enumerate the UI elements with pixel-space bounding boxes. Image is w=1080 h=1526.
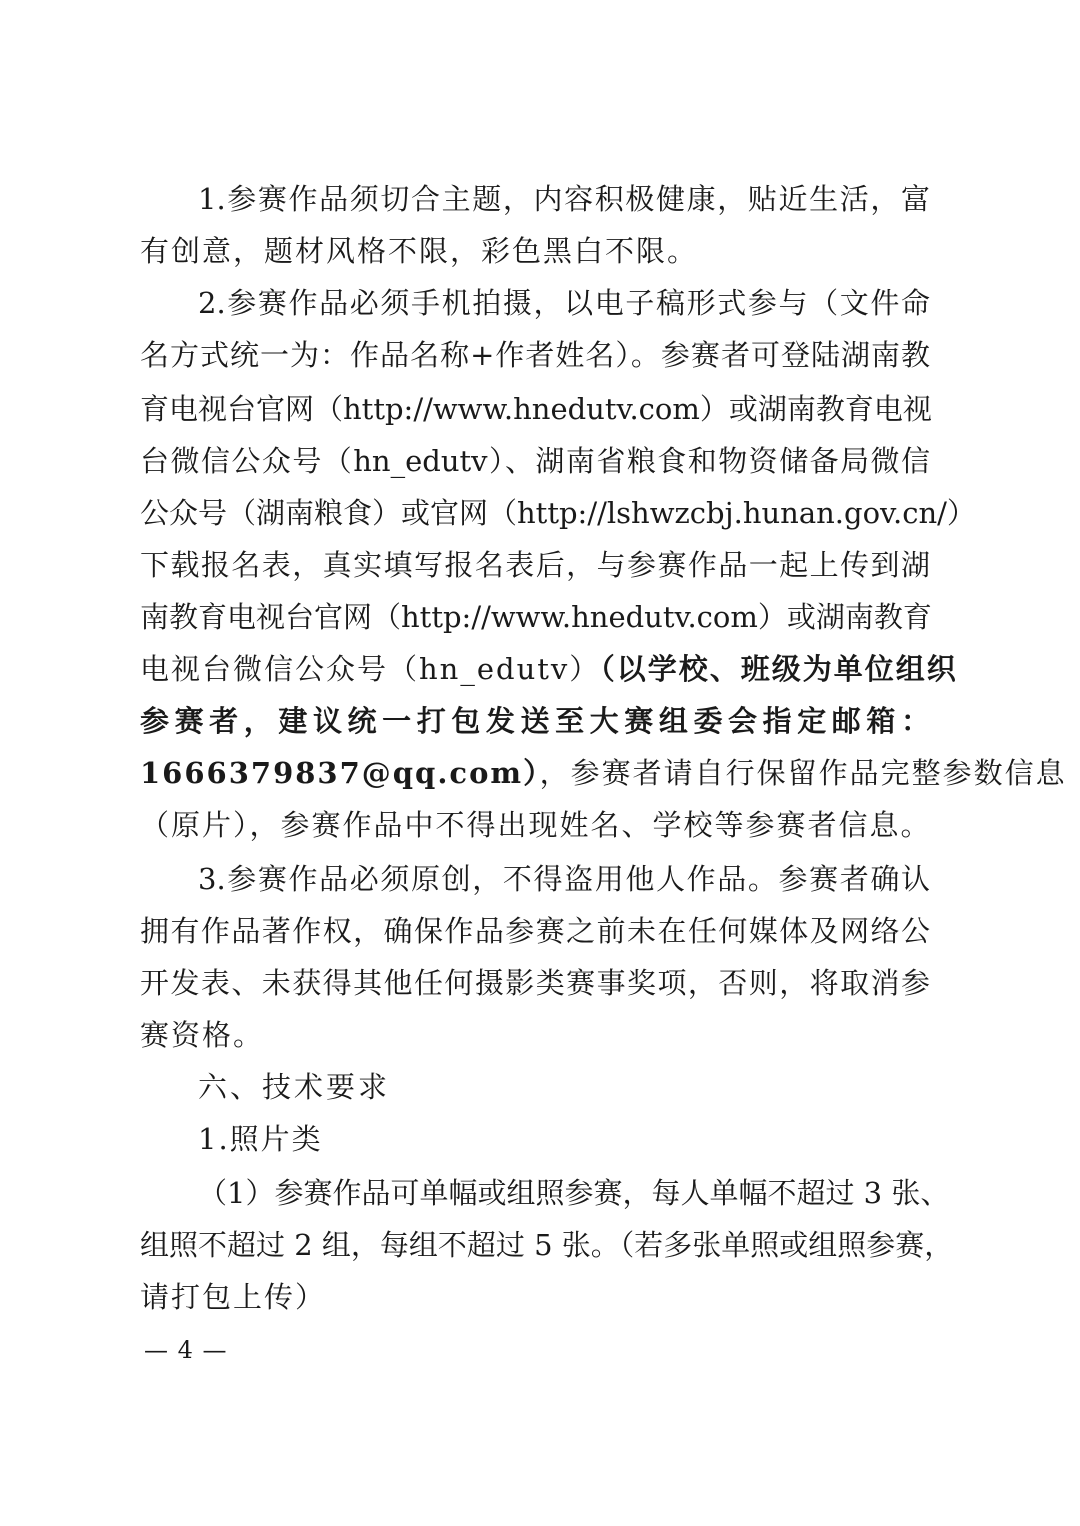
item2-line10-bold: 1666379837@qq.com） xyxy=(140,756,540,790)
section6-heading: 六、技术要求 xyxy=(198,1070,391,1104)
item2-line8 xyxy=(140,644,958,694)
item2-line4: 台微信公众号（hn_edutv）、湖南省粮食和物资储备局微信 xyxy=(140,444,930,478)
item2-line1: 2.参赛作品必须手机拍摄，以电子稿形式参与（文件命 xyxy=(198,286,930,320)
item3-line3: 开发表、未获得其他任何摄影类赛事奖项，否则，将取消参 xyxy=(140,966,930,1000)
item2-line3: 育电视台官网（http://www.hnedutv.com）或湖南教育电视 xyxy=(140,392,932,426)
item2-line8-bold: （以学校、班级为单位组织 xyxy=(600,652,958,686)
item1-line1: 1.参赛作品须切合主题，内容积极健康，贴近生活，富 xyxy=(198,182,930,216)
item2-line10 xyxy=(140,748,1067,798)
item1-line2: 有创意，题材风格不限，彩色黑白不限。 xyxy=(140,234,699,268)
item2-line9: 参赛者，建议统一打包发送至大赛组委会指定邮箱： xyxy=(140,704,930,738)
photo-subheading: 1.照片类 xyxy=(198,1122,323,1156)
item2-line5: 公众号（湖南粮食）或官网（http://lshwzcbj.hunan.gov.cn/） xyxy=(140,496,976,530)
page-number: — 4 — xyxy=(144,1336,228,1364)
para1-line1: （1）参赛作品可单幅或组照参赛，每人单幅不超过 3 张、 xyxy=(198,1176,950,1210)
item3-line2: 拥有作品著作权，确保作品参赛之前未在任何媒体及网络公 xyxy=(140,914,930,948)
item2-line10-normal: ，参赛者请自行保留作品完整参数信息 xyxy=(539,756,1067,790)
item2-line2: 名方式统一为：作品名称+作者姓名）。参赛者可登陆湖南教 xyxy=(140,338,930,372)
para1-line2: 组照不超过 2 组，每组不超过 5 张。（若多张单照或组照参赛， xyxy=(140,1228,954,1262)
para1-line3: 请打包上传） xyxy=(140,1280,327,1314)
item2-line6: 下载报名表，真实填写报名表后，与参赛作品一起上传到湖 xyxy=(140,548,930,582)
item2-line7: 南教育电视台官网（http://www.hnedutv.com）或湖南教育 xyxy=(140,600,932,634)
item2-line8-normal: 电视台微信公众号（hn_edutv） xyxy=(140,652,601,686)
item3-line4: 赛资格。 xyxy=(140,1018,265,1052)
item3-line1: 3.参赛作品必须原创，不得盗用他人作品。参赛者确认 xyxy=(198,862,930,896)
item2-line11: （原片），参赛作品中不得出现姓名、学校等参赛者信息。 xyxy=(140,808,932,842)
